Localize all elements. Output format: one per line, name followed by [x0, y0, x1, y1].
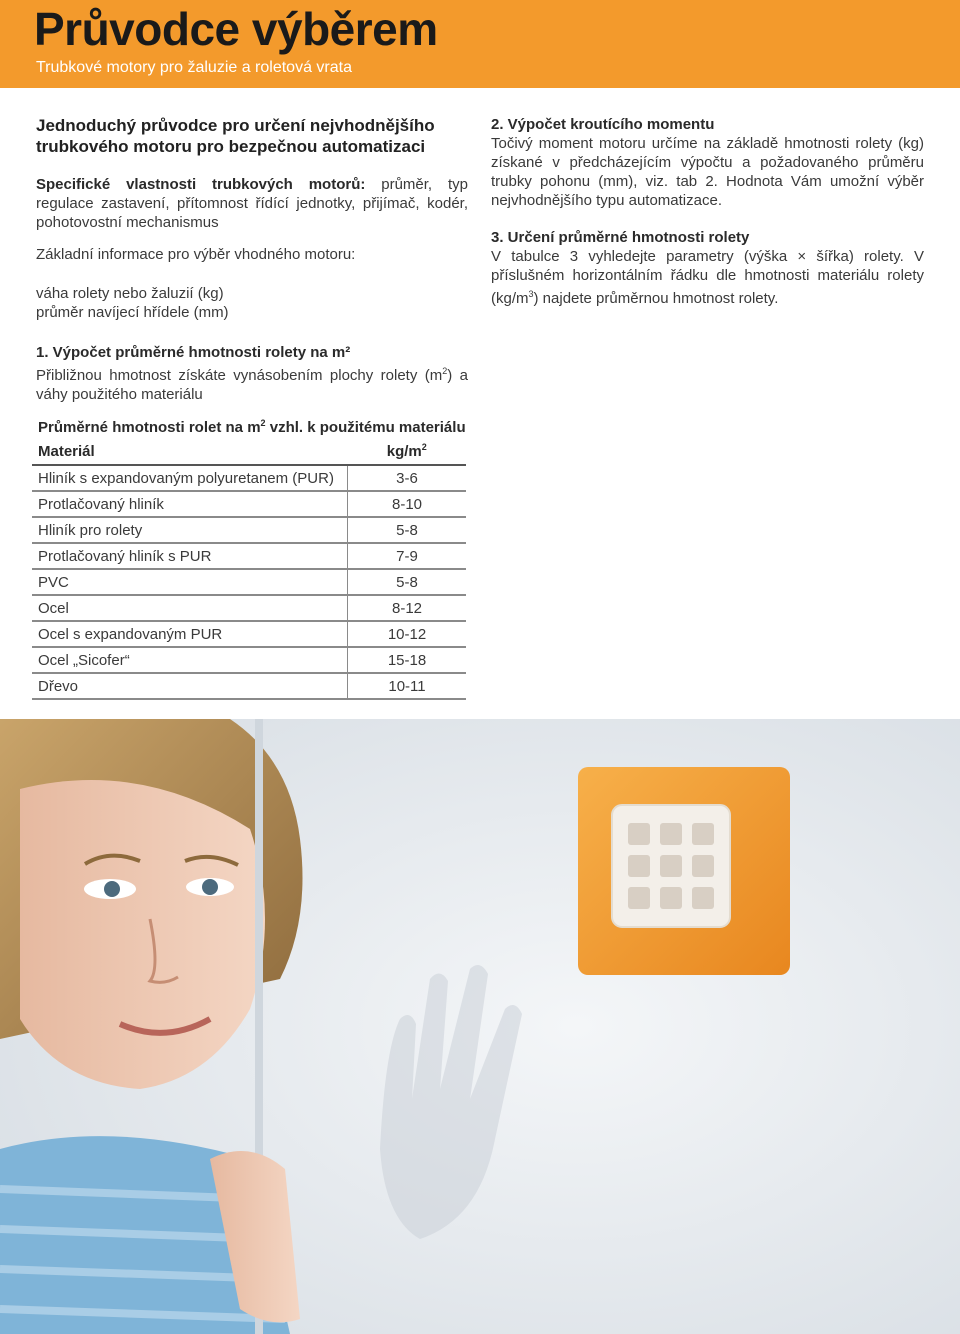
table-row [32, 465, 466, 491]
features-paragraph [36, 175, 468, 232]
table-header-row [32, 438, 466, 465]
unit-sup: 2 [421, 442, 427, 452]
intro-section [36, 115, 468, 322]
table-row [32, 517, 466, 543]
table-row [32, 673, 466, 699]
column-header-unit [348, 438, 467, 465]
material-cell: Dřevo [32, 673, 348, 699]
info-item-weight: váha rolety nebo žaluzií (kg) [36, 285, 224, 302]
table-row [32, 569, 466, 595]
table-title-a: Průměrné hmotnosti rolet na m [38, 419, 261, 436]
table-row [32, 621, 466, 647]
section1-title: 1. Výpočet průměrné hmotnosti rolety na m² [36, 344, 351, 361]
page-subtitle: Trubkové motory pro žaluzie a roletová vrata [36, 59, 352, 76]
column-header-material: Materiál [32, 438, 348, 465]
section-weight-calc [36, 343, 468, 404]
section1-sup: 2 [442, 366, 448, 376]
value-cell: 8-10 [348, 491, 467, 517]
section2-text: Točivý moment motoru určíme na základě hmotnosti rolety (kg) získané v předcházejícím výpočtu a požadovaného průměru trubky pohonu (mm), viz. tab 2. Hodnota Vám umožní výběr nejvhodnějšího typu automatizace. [491, 135, 924, 209]
features-label: Specifické vlastnosti trubkových motorů: [36, 176, 366, 193]
section-avg-weight [491, 228, 924, 308]
section3-title: 3. Určení průměrné hmotnosti rolety [491, 229, 750, 246]
table-row [32, 595, 466, 621]
hero-photo [0, 719, 960, 1334]
woman-figure [0, 719, 303, 1334]
section1-text-b: ) a váhy použitého materiálu [36, 367, 468, 403]
right-column [491, 115, 924, 326]
value-cell: 5-8 [348, 569, 467, 595]
page-title: Průvodce výběrem [34, 3, 438, 55]
section2-title: 2. Výpočet kroutícího momentu [491, 116, 715, 133]
table-title [38, 418, 466, 436]
basic-info-label: Základní informace pro výběr vhodného motoru: [36, 246, 356, 263]
value-cell: 10-11 [348, 673, 467, 699]
table-title-sup: 2 [260, 418, 266, 428]
table-title-b: vzhl. k použitému materiálu [265, 419, 466, 436]
wall-switch-panel [578, 767, 790, 975]
material-cell: Ocel [32, 595, 348, 621]
material-weight-table [32, 438, 466, 700]
value-cell: 8-12 [348, 595, 467, 621]
features-text: průměr, typ regulace zastavení, přítomnost řídící jednotky, přijímač, kodér, pohotovostní mechanismus [36, 176, 468, 231]
section-torque [491, 115, 924, 210]
section3-text-b: ) najdete průměrnou hmotnost rolety. [533, 290, 779, 307]
section1-text [36, 362, 468, 404]
table-row [32, 543, 466, 569]
material-cell: Ocel s expandovaným PUR [32, 621, 348, 647]
material-cell: Hliník s expandovaným polyuretanem (PUR) [32, 465, 348, 491]
material-cell: Protlačovaný hliník s PUR [32, 543, 348, 569]
info-item-diameter: průměr navíjecí hřídele (mm) [36, 304, 229, 321]
header-banner [0, 0, 960, 88]
section3-text-a: V tabulce 3 vyhledejte parametry (výška × šířka) rolety. V příslušném horizontálním řádku dle hmotnosti materiálu rolety (kg/m [491, 248, 924, 307]
material-cell: Hliník pro rolety [32, 517, 348, 543]
unit-label: kg/m [386, 443, 422, 460]
intro-heading: Jednoduchý průvodce pro určení nejvhodnějšího trubkového motoru pro bezpečnou automatizaci [36, 116, 435, 156]
table-row [32, 491, 466, 517]
hero-illustration [0, 719, 960, 1334]
value-cell: 15-18 [348, 647, 467, 673]
value-cell: 3-6 [348, 465, 467, 491]
table-row [32, 647, 466, 673]
material-cell: PVC [32, 569, 348, 595]
value-cell: 5-8 [348, 517, 467, 543]
value-cell: 10-12 [348, 621, 467, 647]
section1-text-a: Přibližnou hmotnost získáte vynásobením plochy rolety (m [36, 367, 443, 384]
material-cell: Ocel „Sicofer“ [32, 647, 348, 673]
material-cell: Protlačovaný hliník [32, 491, 348, 517]
section3-text [491, 247, 924, 308]
value-cell: 7-9 [348, 543, 467, 569]
section3-sup: 3 [528, 289, 534, 299]
